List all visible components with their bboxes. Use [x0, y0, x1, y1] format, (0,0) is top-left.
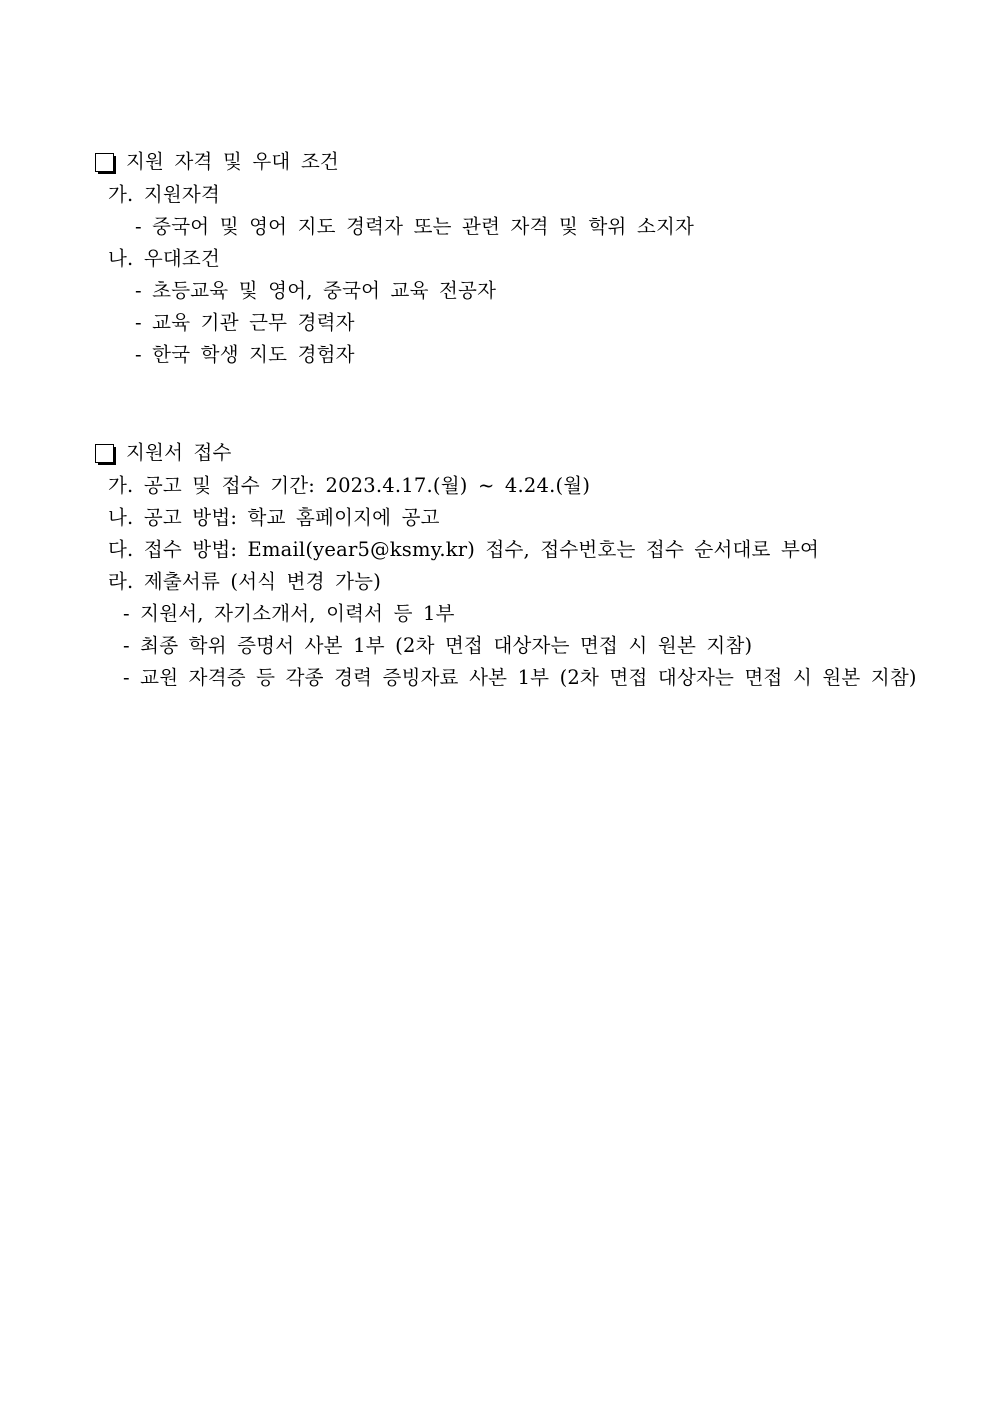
- list-item: - 최종 학위 증명서 사본 1부 (2차 면접 대상자는 면접 시 원본 지참): [123, 634, 753, 657]
- section-heading: [95, 150, 339, 174]
- list-item: - 한국 학생 지도 경험자: [135, 343, 355, 366]
- list-item: - 중국어 및 영어 지도 경력자 또는 관련 자격 및 학위 소지자: [135, 215, 695, 238]
- section-title: 지원서 접수: [126, 441, 232, 464]
- item-label: 나. 우대조건: [108, 247, 220, 270]
- item-label: 가. 공고 및 접수 기간: 2023.4.17.(월) ~ 4.24.(월): [108, 474, 591, 497]
- checkbox-icon: [95, 444, 114, 463]
- checkbox-icon: [95, 153, 114, 172]
- section-title: 지원 자격 및 우대 조건: [126, 150, 339, 173]
- section-heading: [95, 441, 232, 465]
- list-item: - 초등교육 및 영어, 중국어 교육 전공자: [135, 279, 497, 302]
- list-item: - 교원 자격증 등 각종 경력 증빙자료 사본 1부 (2차 면접 대상자는 면접 시 원본 지참): [123, 666, 917, 689]
- item-label: 라. 제출서류 (서식 변경 가능): [108, 570, 382, 593]
- list-item: - 지원서, 자기소개서, 이력서 등 1부: [123, 602, 455, 625]
- list-item: - 교육 기관 근무 경력자: [135, 311, 355, 334]
- item-label: 나. 공고 방법: 학교 홈페이지에 공고: [108, 506, 440, 529]
- item-label: 다. 접수 방법: Email(year5@ksmy.kr) 접수, 접수번호는 접수 순서대로 부여: [108, 538, 820, 561]
- item-label: 가. 지원자격: [108, 183, 220, 206]
